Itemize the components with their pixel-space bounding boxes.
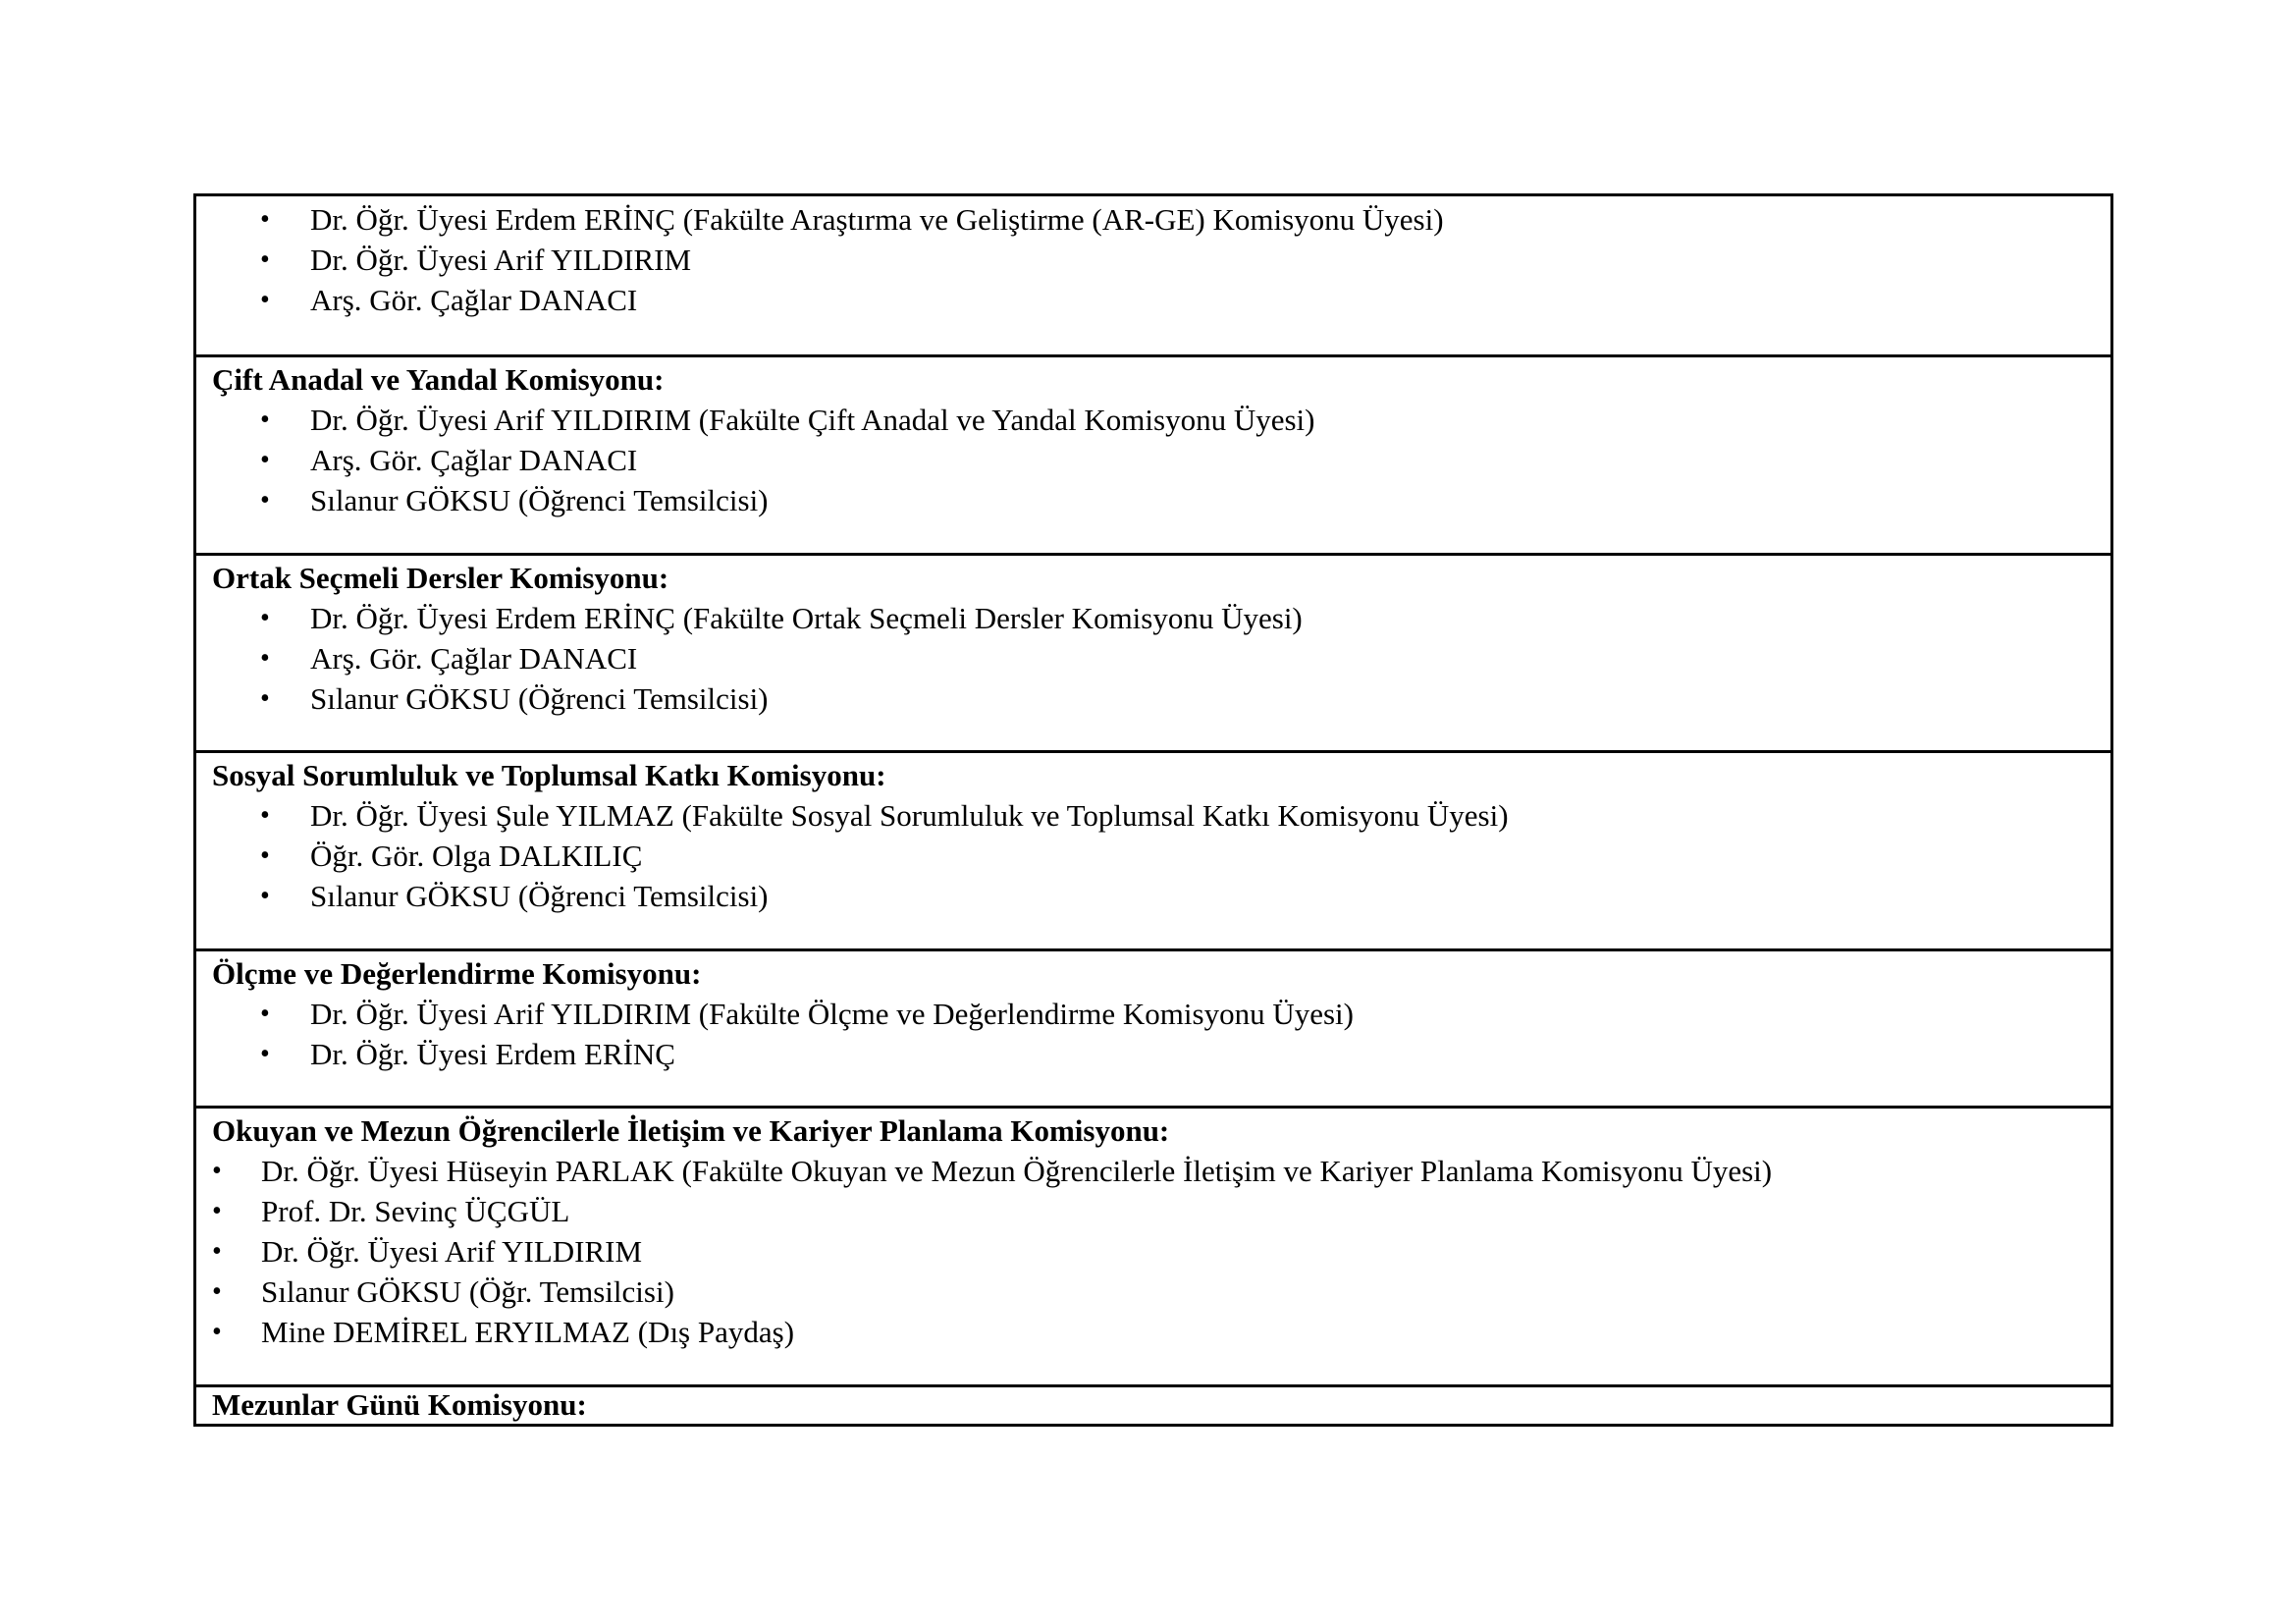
member-list <box>212 994 2095 1074</box>
member-name: Arş. Gör. Çağlar DANACI <box>310 443 638 477</box>
member-name: Dr. Öğr. Üyesi Arif YILDIRIM <box>310 243 692 277</box>
table-cell <box>195 950 2112 1108</box>
member-name: Prof. Dr. Sevinç ÜÇGÜL <box>261 1194 570 1228</box>
list-item <box>212 1272 2095 1312</box>
bullet-icon: • <box>260 643 270 674</box>
member-list <box>212 598 2095 719</box>
list-item <box>212 1191 2095 1231</box>
bullet-icon: • <box>260 204 270 235</box>
member-name: Öğr. Gör. Olga DALKILIÇ <box>310 839 643 873</box>
bullet-icon: • <box>260 405 270 435</box>
bullet-icon: • <box>260 603 270 633</box>
section-title: Okuyan ve Mezun Öğrencilerle İletişim ve Kariyer Planlama Komisyonu: <box>212 1113 1170 1148</box>
member-name: Sılanur GÖKSU (Öğrenci Temsilcisi) <box>310 483 769 517</box>
list-item <box>212 199 2095 240</box>
list-item <box>212 280 2095 320</box>
member-name: Dr. Öğr. Üyesi Hüseyin PARLAK (Fakülte Okuyan ve Mezun Öğrencilerle İletişim ve Kariyer Planlama Komisyonu Üyesi) <box>261 1154 1773 1188</box>
table-cell <box>195 1386 2112 1426</box>
table-row <box>195 950 2112 1108</box>
member-name: Mine DEMİREL ERYILMAZ (Dış Paydaş) <box>261 1315 795 1349</box>
table-cell <box>195 195 2112 356</box>
list-item <box>212 638 2095 678</box>
list-item <box>212 480 2095 520</box>
table-cell <box>195 752 2112 950</box>
member-name: Sılanur GÖKSU (Öğrenci Temsilcisi) <box>310 879 769 913</box>
member-name: Sılanur GÖKSU (Öğrenci Temsilcisi) <box>310 681 769 716</box>
bullet-icon: • <box>212 1156 222 1186</box>
list-item <box>212 1034 2095 1074</box>
list-item <box>212 1151 2095 1191</box>
bullet-icon: • <box>260 485 270 515</box>
section-title: Çift Anadal ve Yandal Komisyonu: <box>212 362 665 397</box>
bullet-icon: • <box>212 1196 222 1226</box>
bullet-icon: • <box>260 285 270 315</box>
list-item <box>212 678 2095 719</box>
commission-table <box>193 193 2113 1427</box>
list-item <box>212 795 2095 836</box>
list-item <box>212 1312 2095 1352</box>
bullet-icon: • <box>260 999 270 1029</box>
bullet-icon: • <box>212 1276 222 1307</box>
table-cell <box>195 555 2112 752</box>
member-name: Dr. Öğr. Üyesi Arif YILDIRIM (Fakülte Çift Anadal ve Yandal Komisyonu Üyesi) <box>310 403 1315 437</box>
bullet-icon: • <box>260 800 270 831</box>
list-item <box>212 598 2095 638</box>
section-title: Mezunlar Günü Komisyonu: <box>212 1387 587 1422</box>
section-title: Ölçme ve Değerlendirme Komisyonu: <box>212 956 702 991</box>
table-row <box>195 195 2112 356</box>
table-row <box>195 1108 2112 1386</box>
section-title: Sosyal Sorumluluk ve Toplumsal Katkı Komisyonu: <box>212 758 886 792</box>
bullet-icon: • <box>260 445 270 475</box>
member-name: Dr. Öğr. Üyesi Erdem ERİNÇ <box>310 1037 675 1071</box>
member-name: Arş. Gör. Çağlar DANACI <box>310 641 638 676</box>
bullet-icon: • <box>260 840 270 871</box>
table-row <box>195 752 2112 950</box>
bullet-icon: • <box>260 683 270 714</box>
table-cell <box>195 1108 2112 1386</box>
member-name: Sılanur GÖKSU (Öğr. Temsilcisi) <box>261 1274 674 1309</box>
table-row <box>195 356 2112 555</box>
member-list <box>212 795 2095 916</box>
list-item <box>212 994 2095 1034</box>
member-name: Dr. Öğr. Üyesi Şule YILMAZ (Fakülte Sosyal Sorumluluk ve Toplumsal Katkı Komisyonu Üyesi) <box>310 798 1509 833</box>
bullet-icon: • <box>260 881 270 911</box>
member-list <box>212 1151 2095 1352</box>
table-cell <box>195 356 2112 555</box>
member-name: Dr. Öğr. Üyesi Erdem ERİNÇ (Fakülte Ortak Seçmeli Dersler Komisyonu Üyesi) <box>310 601 1303 635</box>
list-item <box>212 240 2095 280</box>
list-item <box>212 876 2095 916</box>
table-row <box>195 1386 2112 1426</box>
bullet-icon: • <box>260 244 270 275</box>
list-item <box>212 440 2095 480</box>
member-name: Dr. Öğr. Üyesi Erdem ERİNÇ (Fakülte Araştırma ve Geliştirme (AR-GE) Komisyonu Üyesi) <box>310 202 1444 237</box>
member-name: Dr. Öğr. Üyesi Arif YILDIRIM <box>261 1234 643 1269</box>
member-list <box>212 400 2095 520</box>
list-item <box>212 400 2095 440</box>
bullet-icon: • <box>212 1236 222 1267</box>
member-name: Arş. Gör. Çağlar DANACI <box>310 283 638 317</box>
bullet-icon: • <box>260 1039 270 1069</box>
list-item <box>212 1231 2095 1272</box>
bullet-icon: • <box>212 1317 222 1347</box>
member-name: Dr. Öğr. Üyesi Arif YILDIRIM (Fakülte Ölçme ve Değerlendirme Komisyonu Üyesi) <box>310 997 1354 1031</box>
section-title: Ortak Seçmeli Dersler Komisyonu: <box>212 561 669 595</box>
table-row <box>195 555 2112 752</box>
member-list <box>212 199 2095 320</box>
list-item <box>212 836 2095 876</box>
